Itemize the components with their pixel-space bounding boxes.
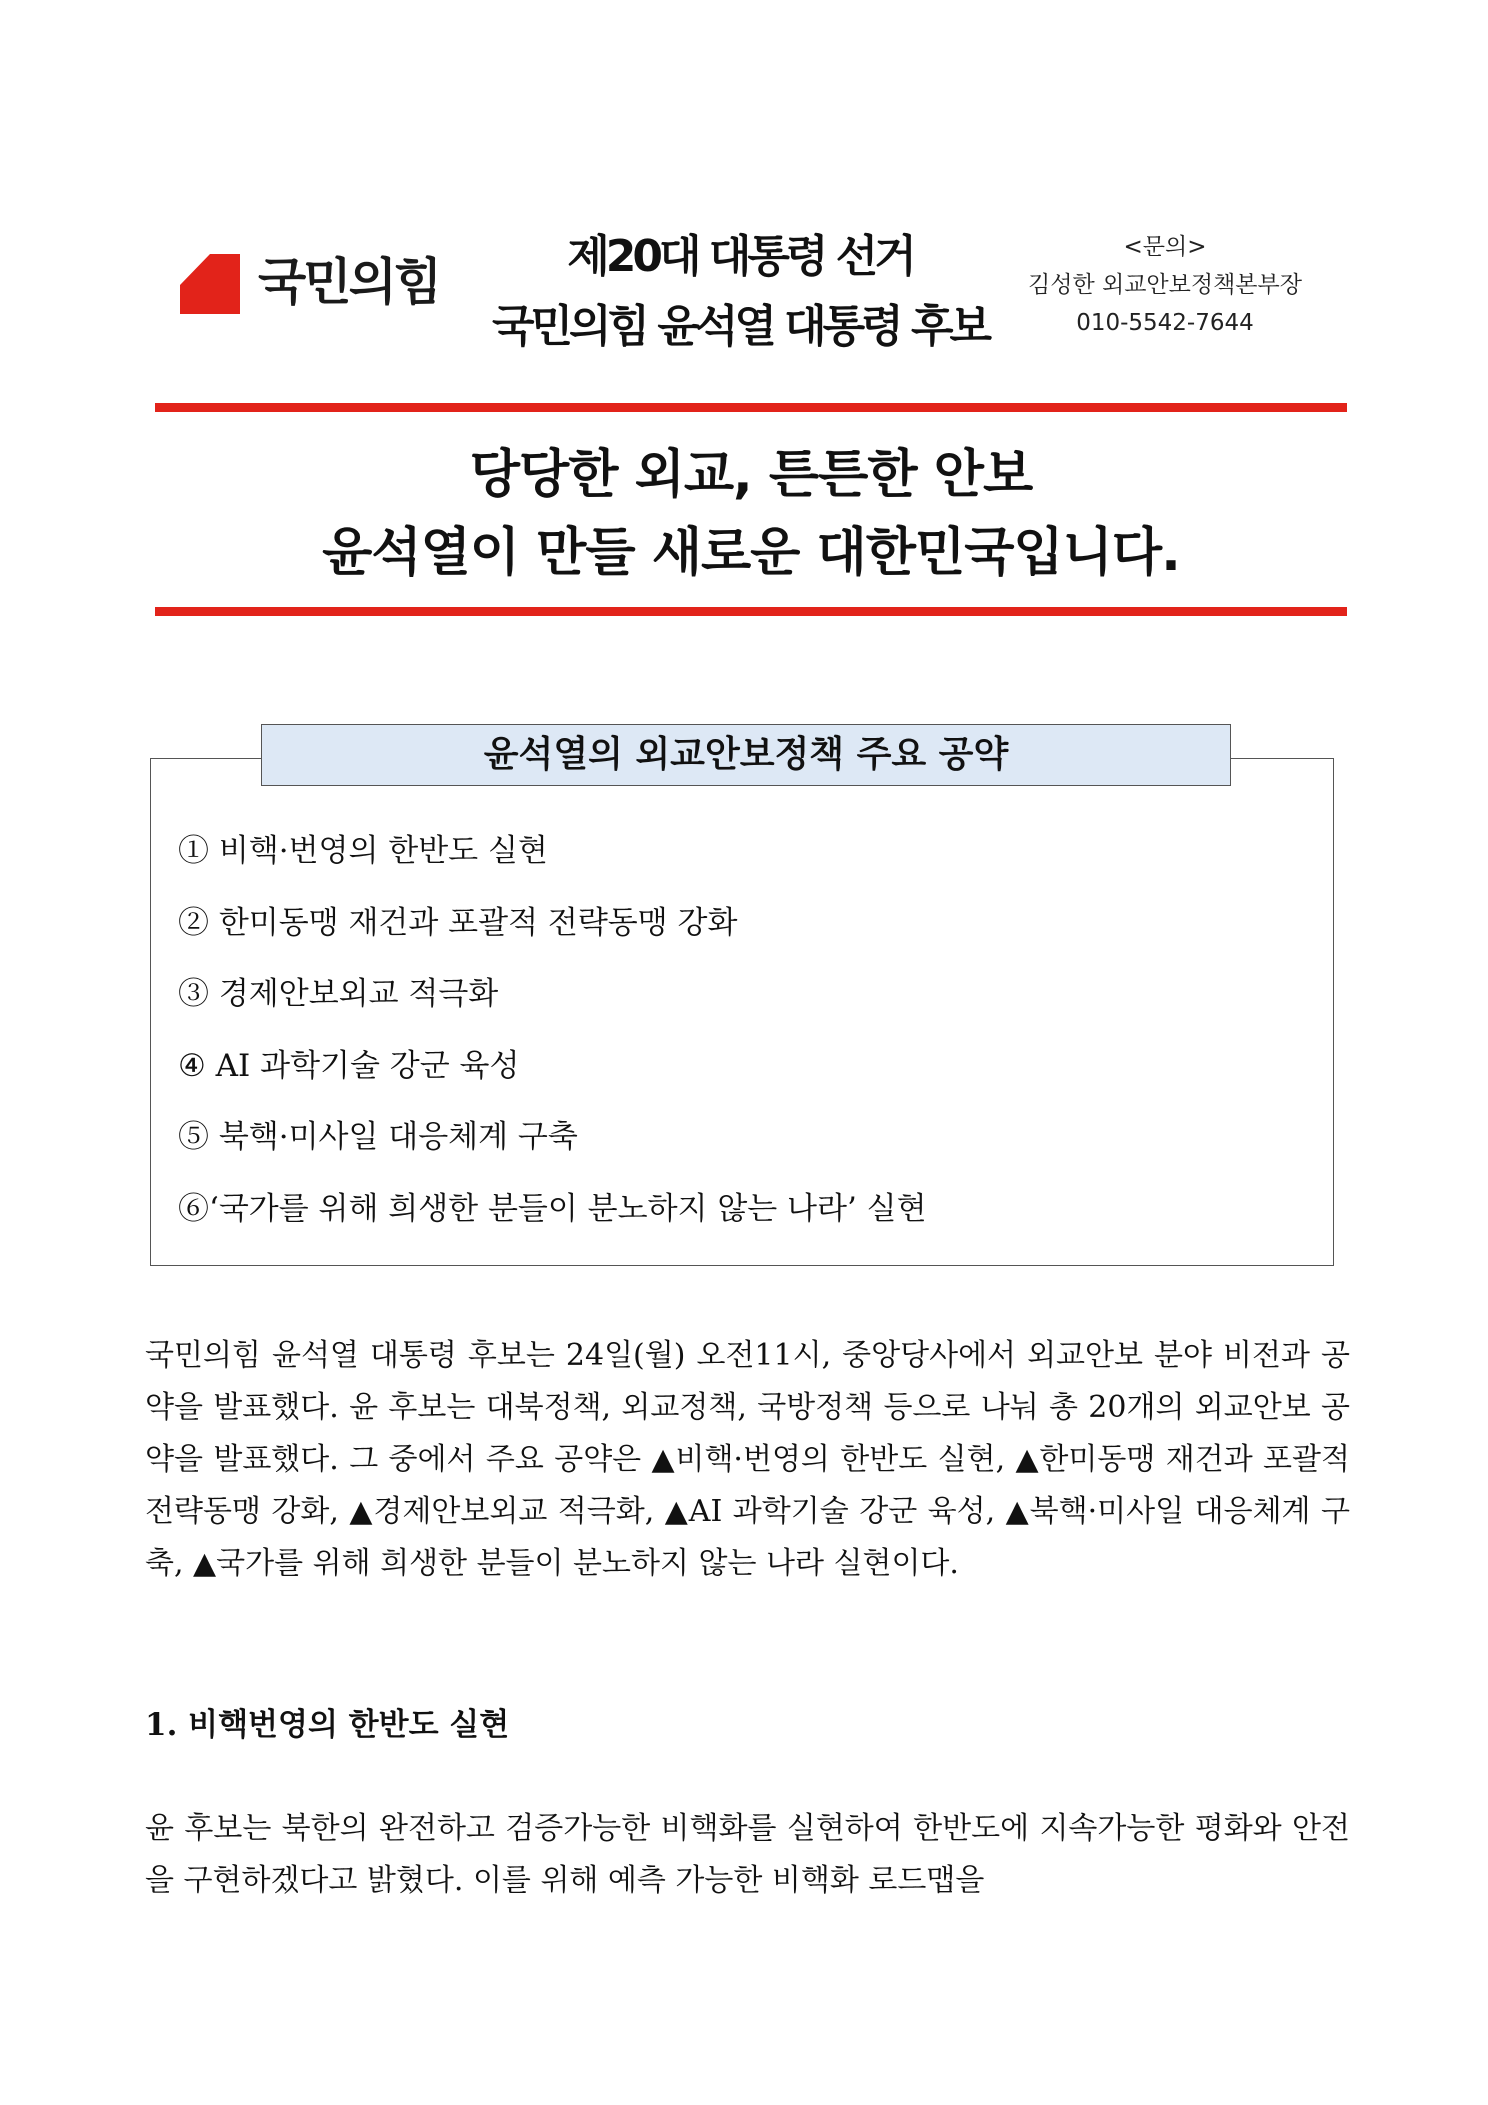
pledge-box-title: 윤석열의 외교안보정책 주요 공약 — [261, 724, 1231, 786]
headline-line2: 윤석열이 만들 새로운 대한민국입니다. — [322, 523, 1180, 583]
contact-name: 김성한 외교안보정책본부장 — [1028, 272, 1302, 298]
contact-phone: 010-5542-7644 — [1076, 310, 1254, 336]
headline — [155, 436, 1347, 592]
election-heading — [470, 222, 1010, 362]
party-logo-mark-icon — [180, 251, 240, 314]
intro-paragraph: 국민의힘 윤석열 대통령 후보는 24일(월) 오전11시, 중앙당사에서 외교안보 분야 비전과 공약을 발표했다. 윤 후보는 대북정책, 외교정책, 국방정책 등으로 나눠 총 20개의 외교안보 공약을 발표했다. 그 중에서 주요 공약은 ▲비핵·번영의 한반도 실현, ▲한미동맹 재건과 포괄적 전략동맹 강화, ▲경제안보외교 적극화, ▲AI 과학기술 강군 육성, ▲북핵·미사일 대응체계 구축, ▲국가를 위해 희생한 분들이 분노하지 않는 나라 실현이다. — [145, 1338, 1350, 1581]
top-red-rule — [155, 403, 1347, 412]
section1-paragraph: 윤 후보는 북한의 완전하고 검증가능한 비핵화를 실현하여 한반도에 지속가능한 평화와 안전을 구현하겠다고 밝혔다. 이를 위해 예측 가능한 비핵화 로드맵을 — [145, 1811, 1350, 1898]
pledge-item-2: ② 한미동맹 재건과 포괄적 전략동맹 강화 — [178, 904, 738, 941]
pledge-item-5: ⑤ 북핵·미사일 대응체계 구축 — [178, 1119, 578, 1155]
contact-label: <문의> — [1123, 234, 1207, 260]
party-logo-text: 국민의힘 — [258, 253, 440, 311]
section-heading-1: 1. 비핵번영의 한반도 실현 — [145, 1707, 510, 1743]
party-logo — [180, 248, 450, 318]
pledge-item-1: ① 비핵·번영의 한반도 실현 — [178, 833, 548, 869]
pledge-list — [178, 816, 1318, 1245]
pledge-item-4: ④ AI 과학기술 강군 육성 — [178, 1047, 520, 1084]
bottom-red-rule — [155, 607, 1347, 616]
pledge-item-3: ③ 경제안보외교 적극화 — [178, 976, 499, 1012]
candidate-title: 국민의힘 윤석열 대통령 후보 — [491, 301, 988, 352]
pledge-item-6: ⑥‘국가를 위해 희생한 분들이 분노하지 않는 나라’ 실현 — [178, 1190, 927, 1227]
election-title: 제20대 대통령 선거 — [567, 231, 913, 282]
headline-line1: 당당한 외교, 튼튼한 안보 — [469, 445, 1033, 505]
contact-block — [1010, 228, 1320, 342]
